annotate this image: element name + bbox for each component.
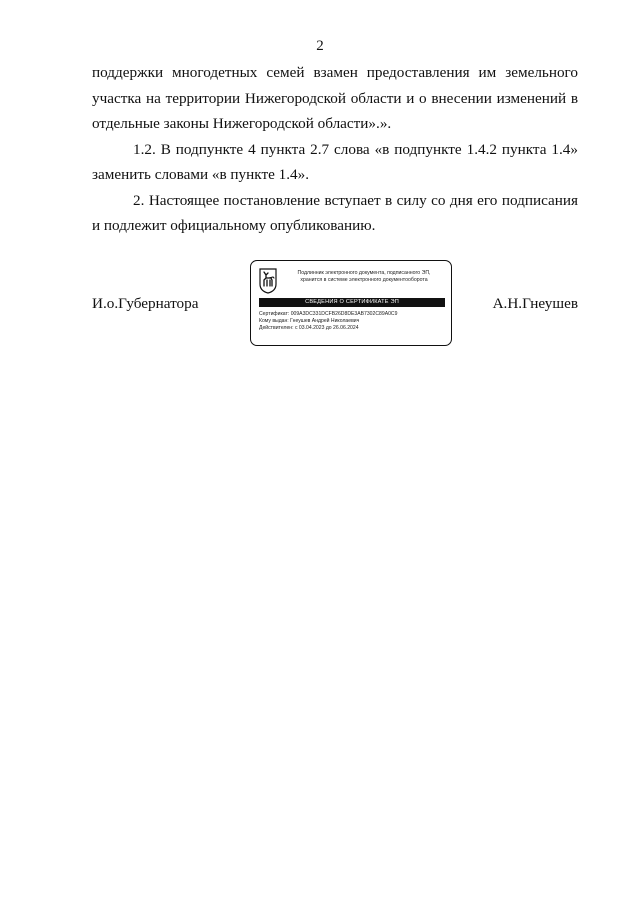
paragraph-1-2: 1.2. В подпункте 4 пункта 2.7 слова «в подпункте 1.4.2 пункта 1.4» заменить словами «в пункте 1.4». — [92, 140, 578, 183]
validity-value: с 03.04.2023 до 26.06.2024 — [294, 325, 359, 331]
stamp-details — [259, 311, 447, 332]
certificate-label: Сертификат: — [259, 311, 290, 317]
certificate-row — [259, 311, 447, 318]
stamp-title-bar: СВЕДЕНИЯ О СЕРТИФИКАТЕ ЭП — [259, 298, 445, 307]
paragraph-continuation: поддержки многодетных семей взамен предоставления им земельного участка на территории Нижегородской области и о внесении изменений в отдельные законы Нижегородской области».». — [92, 64, 578, 132]
paragraph-2: 2. Настоящее постановление вступает в силу со дня его подписания и подлежит официальному опубликованию. — [92, 191, 578, 234]
deer-emblem-icon — [259, 268, 277, 294]
electronic-signature-stamp — [250, 260, 452, 346]
stamp-header-line-2: хранится в системе электронного документооборота — [300, 277, 428, 283]
stamp-header — [279, 270, 449, 284]
signer-role: И.о.Губернатора — [92, 295, 199, 312]
issued-to-label: Кому выдан: — [259, 318, 289, 324]
stamp-header-line-1: Подлинник электронного документа, подписанного ЭП, — [297, 270, 431, 276]
issued-to-value: Гнеушев Андрей Николаевич — [290, 318, 360, 324]
signer-name: А.Н.Гнеушев — [492, 295, 578, 312]
validity-row — [259, 325, 447, 332]
document-body — [92, 60, 578, 239]
validity-label: Действителен: — [259, 325, 294, 331]
page-number: 2 — [316, 38, 324, 54]
certificate-value: 009A3DC331DCFB26D8DE3AB7302C89A0C9 — [290, 311, 398, 317]
issued-to-row — [259, 318, 447, 325]
